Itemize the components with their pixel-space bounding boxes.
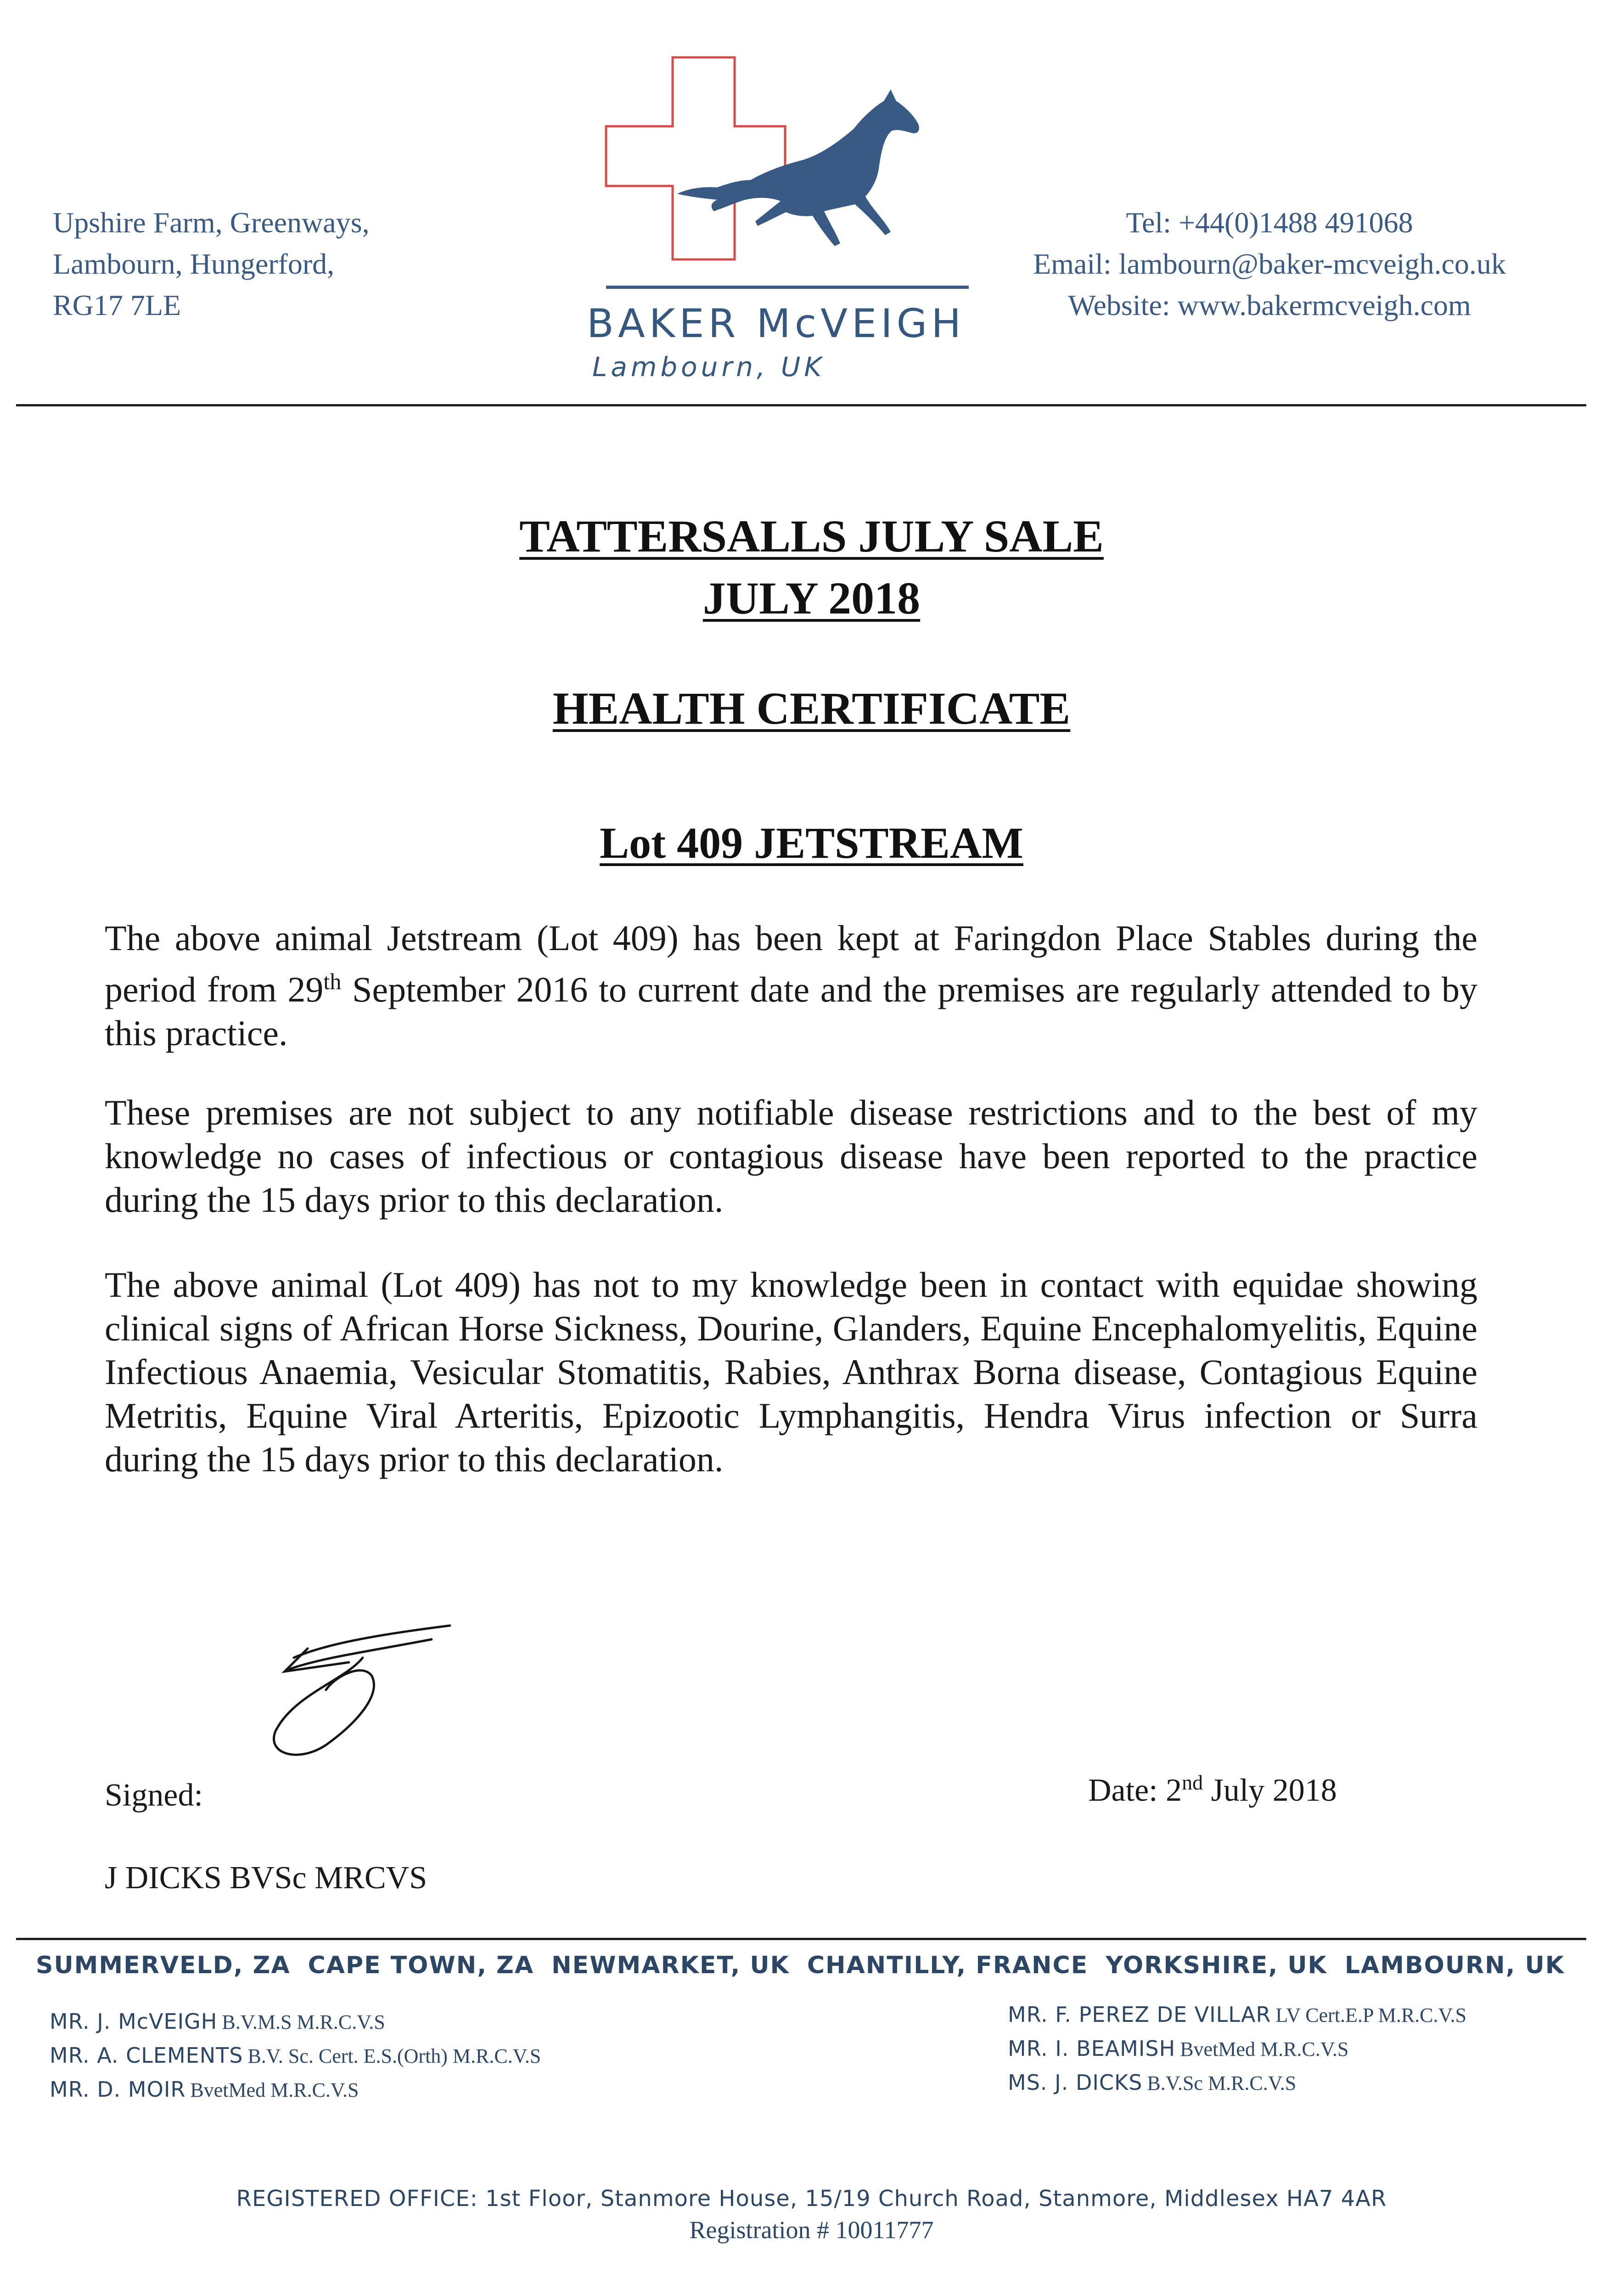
footer-divider [16,1938,1586,1940]
paragraph-contact: The above animal (Lot 409) has not to my knowledge been in contact with equidae showing clinical signs of African Horse Sickness, Dourine, Glanders, Equine Encephalomyelitis, Equine Infectious Anaemia, Vesicular Stomatitis, Rabies, Anthrax Borna disease, Contagious Equine Metritis, Equine Viral Arteritis, Epizootic Lymphangitis, Hendra Virus infection or Surra during the 15 days prior to this declaration. [105,1265,1477,1479]
brand-name: BAKER McVEIGH [587,301,965,347]
paragraph-premises: The above animal Jetstream (Lot 409) has been kept at Faringdon Place Stables during the period from 29th September 2016 to current date and the premises are regularly attended to by this practice. [105,918,1478,1053]
office-location: CHANTILLY, FRANCE [807,1952,1089,1979]
partner-entry: MR. D. MOIR BvetMed M.R.C.V.S [50,2077,359,2102]
paragraph-restrictions: These premises are not subject to any notifiable disease restrictions and to the best of my knowledge no cases of infectious or contagious disease have been reported to the practice during the 15 days prior to this declaration. [105,1092,1477,1220]
sale-date-title: JULY 2018 [702,573,921,624]
email-line[interactable]: Email: lambourn@baker-mcveigh.co.uk [1033,248,1506,280]
office-location: LAMBOURN, UK [1344,1952,1565,1979]
office-location: SUMMERVELD, ZA [36,1952,291,1979]
horse-silhouette [677,90,919,246]
contact-details [964,202,1575,326]
practice-address [53,202,466,326]
office-locations [36,1952,1565,1979]
registered-office: REGISTERED OFFICE: 1st Floor, Stanmore House, 15/19 Church Road, Stanmore, Middlesex HA7 4AR [236,2186,1387,2212]
signer-name: J DICKS BVSc MRCVS [105,1860,427,1896]
brand-location: Lambourn, UK [592,351,826,383]
lot-title: Lot 409 JETSTREAM [600,818,1023,867]
partner-entry: MR. J. McVEIGH B.V.M.S M.R.C.V.S [50,2009,385,2034]
registration-number: Registration # 10011777 [689,2216,934,2244]
signed-label: Signed: [105,1778,203,1813]
partner-entry: MR. F. PEREZ DE VILLAR LV Cert.E.P M.R.C.V.S [1008,2002,1467,2027]
header-divider [16,404,1586,406]
certificate-title: HEALTH CERTIFICATE [552,683,1071,734]
office-location: YORKSHIRE, UK [1106,1952,1327,1979]
address-line: RG17 7LE [53,289,181,321]
signature-date: Date: 2nd July 2018 [1088,1771,1337,1808]
partner-list-right [1008,2002,1466,2104]
phone-line: Tel: +44(0)1488 491068 [1126,206,1413,239]
partner-entry: MR. I. BEAMISH BvetMed M.R.C.V.S [1008,2036,1349,2061]
website-line[interactable]: Website: www.bakermcveigh.com [1068,289,1471,321]
sale-title: TATTERSALLS JULY SALE [519,511,1104,562]
office-location: CAPE TOWN, ZA [308,1952,534,1979]
office-location: NEWMARKET, UK [551,1952,790,1979]
logo-underline [606,286,969,289]
partner-list-left [50,2009,541,2111]
horse-and-cross-icon [597,51,973,298]
address-line: Upshire Farm, Greenways, [53,206,370,239]
partner-entry: MS. J. DICKS B.V.Sc M.R.C.V.S [1008,2070,1297,2095]
handwritten-signature [257,1607,468,1773]
partner-entry: MR. A. CLEMENTS B.V. Sc. Cert. E.S.(Orth) M.R.C.V.S [50,2043,541,2068]
address-line: Lambourn, Hungerford, [53,248,335,280]
cross-outline [606,57,785,259]
